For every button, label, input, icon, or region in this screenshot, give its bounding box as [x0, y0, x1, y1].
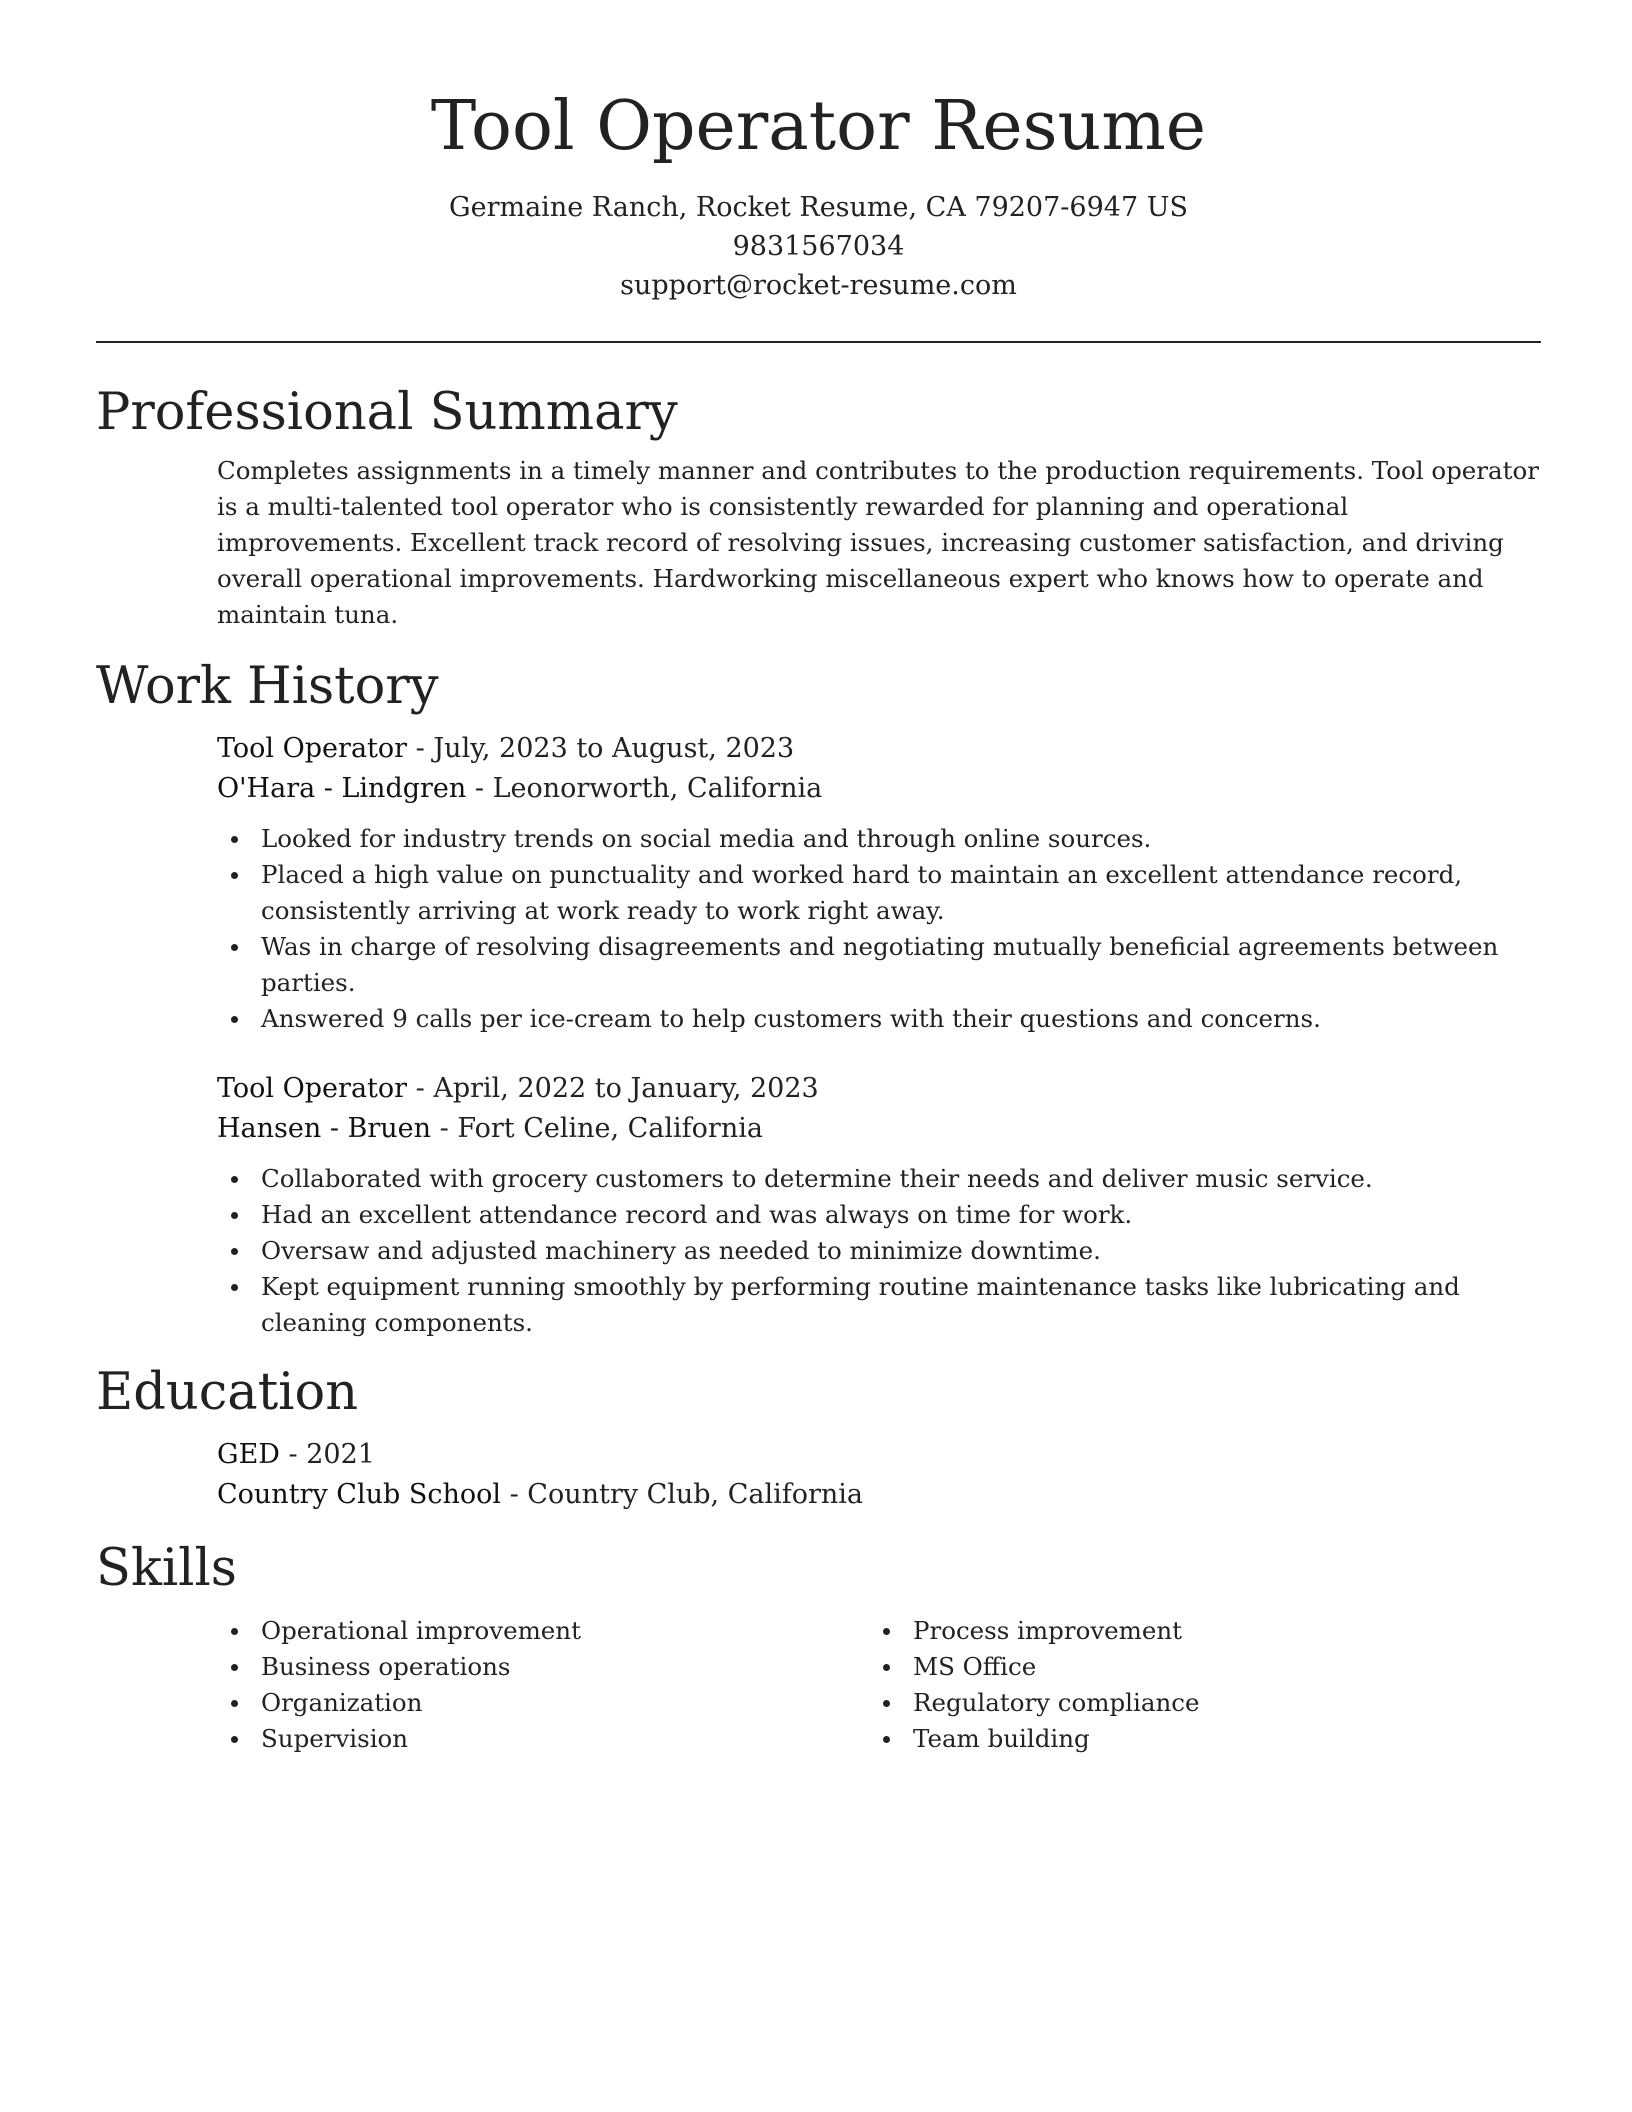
education-section — [217, 1435, 1541, 1515]
job-title: Tool Operator — [217, 733, 408, 764]
contact-address: Germaine Ranch, Rocket Resume, CA 79207-6947 US — [449, 192, 1188, 223]
education-school: Country Club School — [217, 1479, 501, 1510]
job-duty: Placed a high value on punctuality and worked hard to maintain an excellent attendance record, consistently arriving at work ready to work right away. — [217, 857, 1541, 929]
job-title-line — [217, 729, 1541, 769]
resume-header — [96, 0, 1541, 305]
job-duties-list — [217, 1161, 1541, 1341]
summary-heading: Professional Summary — [96, 383, 678, 442]
job-location: - Fort Celine, California — [431, 1113, 763, 1144]
education-heading: Education — [96, 1363, 359, 1422]
skills-column-left — [217, 1613, 869, 1757]
skill-item: Organization — [217, 1685, 869, 1721]
summary-section — [217, 453, 1541, 633]
resume-title: Tool Operator Resume — [430, 87, 1207, 166]
job-entry — [217, 1069, 1541, 1341]
job-company-line — [217, 769, 1541, 809]
skills-list-right — [869, 1613, 1521, 1757]
skill-item: MS Office — [869, 1649, 1521, 1685]
header-divider — [96, 341, 1541, 343]
contact-email: support@rocket-resume.com — [620, 270, 1017, 301]
job-title: Tool Operator — [217, 1073, 408, 1104]
job-company: O'Hara - Lindgren — [217, 773, 467, 804]
education-year: - 2021 — [279, 1439, 375, 1470]
job-duties-list — [217, 821, 1541, 1037]
job-duty: Looked for industry trends on social media and through online sources. — [217, 821, 1541, 857]
skills-list-left — [217, 1613, 869, 1757]
contact-phone: 9831567034 — [732, 231, 905, 262]
skill-item: Supervision — [217, 1721, 869, 1757]
job-duty: Collaborated with grocery customers to determine their needs and deliver music service. — [217, 1161, 1541, 1197]
work-history-heading: Work History — [96, 657, 439, 716]
job-duty: Had an excellent attendance record and was always on time for work. — [217, 1197, 1541, 1233]
skills-section — [217, 1613, 1541, 1757]
job-title-line — [217, 1069, 1541, 1109]
skill-item: Operational improvement — [217, 1613, 869, 1649]
skill-item: Process improvement — [869, 1613, 1521, 1649]
education-degree-line — [217, 1435, 1541, 1475]
job-dates: - April, 2022 to January, 2023 — [407, 1073, 819, 1104]
job-company-line — [217, 1109, 1541, 1149]
job-duty: Was in charge of resolving disagreements and negotiating mutually beneficial agreements between parties. — [217, 929, 1541, 1001]
summary-text: Completes assignments in a timely manner and contributes to the production requirements. Tool operator is a multi-talented tool operator who is consistently rewarded for planning and operational improvements. Excellent track record of resolving issues, increasing customer satisfaction, and driving overall operational improvements. Hardworking miscellaneous expert who knows how to operate and maintain tuna. — [217, 456, 1539, 629]
job-dates: - July, 2023 to August, 2023 — [407, 733, 795, 764]
education-location: - Country Club, California — [501, 1479, 864, 1510]
skill-item: Team building — [869, 1721, 1521, 1757]
job-duty: Oversaw and adjusted machinery as needed to minimize downtime. — [217, 1233, 1541, 1269]
skills-column-right — [869, 1613, 1521, 1757]
job-location: - Leonorworth, California — [466, 773, 823, 804]
skills-heading: Skills — [96, 1539, 237, 1598]
job-entry — [217, 729, 1541, 1037]
job-company: Hansen - Bruen — [217, 1113, 432, 1144]
job-duty: Answered 9 calls per ice-cream to help customers with their questions and concerns. — [217, 1001, 1541, 1037]
education-degree: GED — [217, 1439, 280, 1470]
education-school-line — [217, 1475, 1541, 1515]
skill-item: Regulatory compliance — [869, 1685, 1521, 1721]
job-duty: Kept equipment running smoothly by performing routine maintenance tasks like lubricating and cleaning components. — [217, 1269, 1541, 1341]
skill-item: Business operations — [217, 1649, 869, 1685]
work-history-section — [217, 729, 1541, 1341]
resume-page — [96, 0, 1541, 1757]
